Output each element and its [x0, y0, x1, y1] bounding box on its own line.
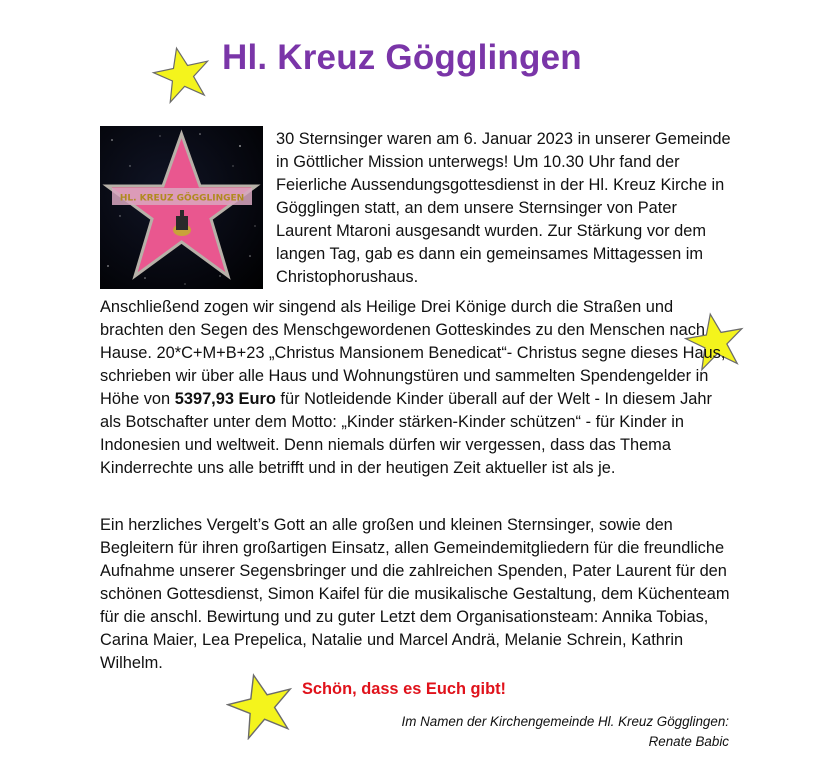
- signature-line-1: Im Namen der Kirchengemeinde Hl. Kreuz Gögglingen:: [401, 714, 729, 729]
- star-icon: [226, 670, 296, 740]
- signature-name: Renate Babic: [648, 734, 729, 749]
- closing-greeting: Schön, dass es Euch gibt!: [302, 680, 507, 698]
- paragraph-2-text-end: für Notleidende Kinder überall auf der Welt - In diesem Jahr als Botschafter unter dem Motto: „Kinder stärken-Kinder schützen“ - für Kinder in Indonesien und weltweit. Denn niemals dürfen wir vergessen, dass das Thema Kinderrechte uns alle betrifft und in der heutigen Zeit aktueller ist als je.: [100, 390, 712, 477]
- paragraph-2-text: Anschließend zogen wir singend als Heilige Drei Könige durch die Straßen und brachten den Segen des Menschgewordenen Gotteskindes zu den Menschen nach Hause. 20*C+M+B+23 „Christus Mansionem Benedicat“- Christus segne dieses Haus, schrieben wir über alle Haus und Wohnungstüren und sammelten Spendengelder in Höhe von: [100, 298, 726, 408]
- hero-banner-text: HL. KREUZ GÖGGLINGEN: [119, 193, 245, 204]
- body-paragraph-2: [100, 296, 730, 480]
- star-icon: [150, 44, 214, 104]
- intro-paragraph: 30 Sternsinger waren am 6. Januar 2023 in unserer Gemeinde in Göttlicher Mission unterwegs! Um 10.30 Uhr fand der Feierliche Aussendungsgottesdienst in der Hl. Kreuz Kirche in Gögglingen statt, an dem unsere Sternsinger von Pater Laurent Mtaroni ausgesandt wurden. Zur Stärkung vor dem langen Tag, gab es dann ein gemeinsames Mittagessen im Christophorushaus.: [276, 130, 731, 286]
- signature: [402, 712, 730, 752]
- donation-amount: 5397,93 Euro: [174, 390, 276, 408]
- page-title: Hl. Kreuz Gögglingen: [222, 38, 582, 77]
- thanks-paragraph: Ein herzliches Vergelt’s Gott an alle großen und kleinen Sternsinger, sowie den Begleitern für ihren großartigen Einsatz, allen Gemeindemitgliedern für die freundliche Aufnahme unserer Segensbringer und die zahlreichen Spenden, Pater Laurent für den schönen Gottesdienst, Simon Kaifel für die musikalische Gestaltung, dem Küchenteam für die anschl. Bewirtung und zu guter Letzt dem Organisationsteam: Annika Tobias, Carina Maier, Lea Prepelica, Natalie und Marcel Andrä, Melanie Schrein, Kathrin Wilhelm.: [100, 516, 730, 672]
- walk-of-fame-star-image: [100, 126, 263, 289]
